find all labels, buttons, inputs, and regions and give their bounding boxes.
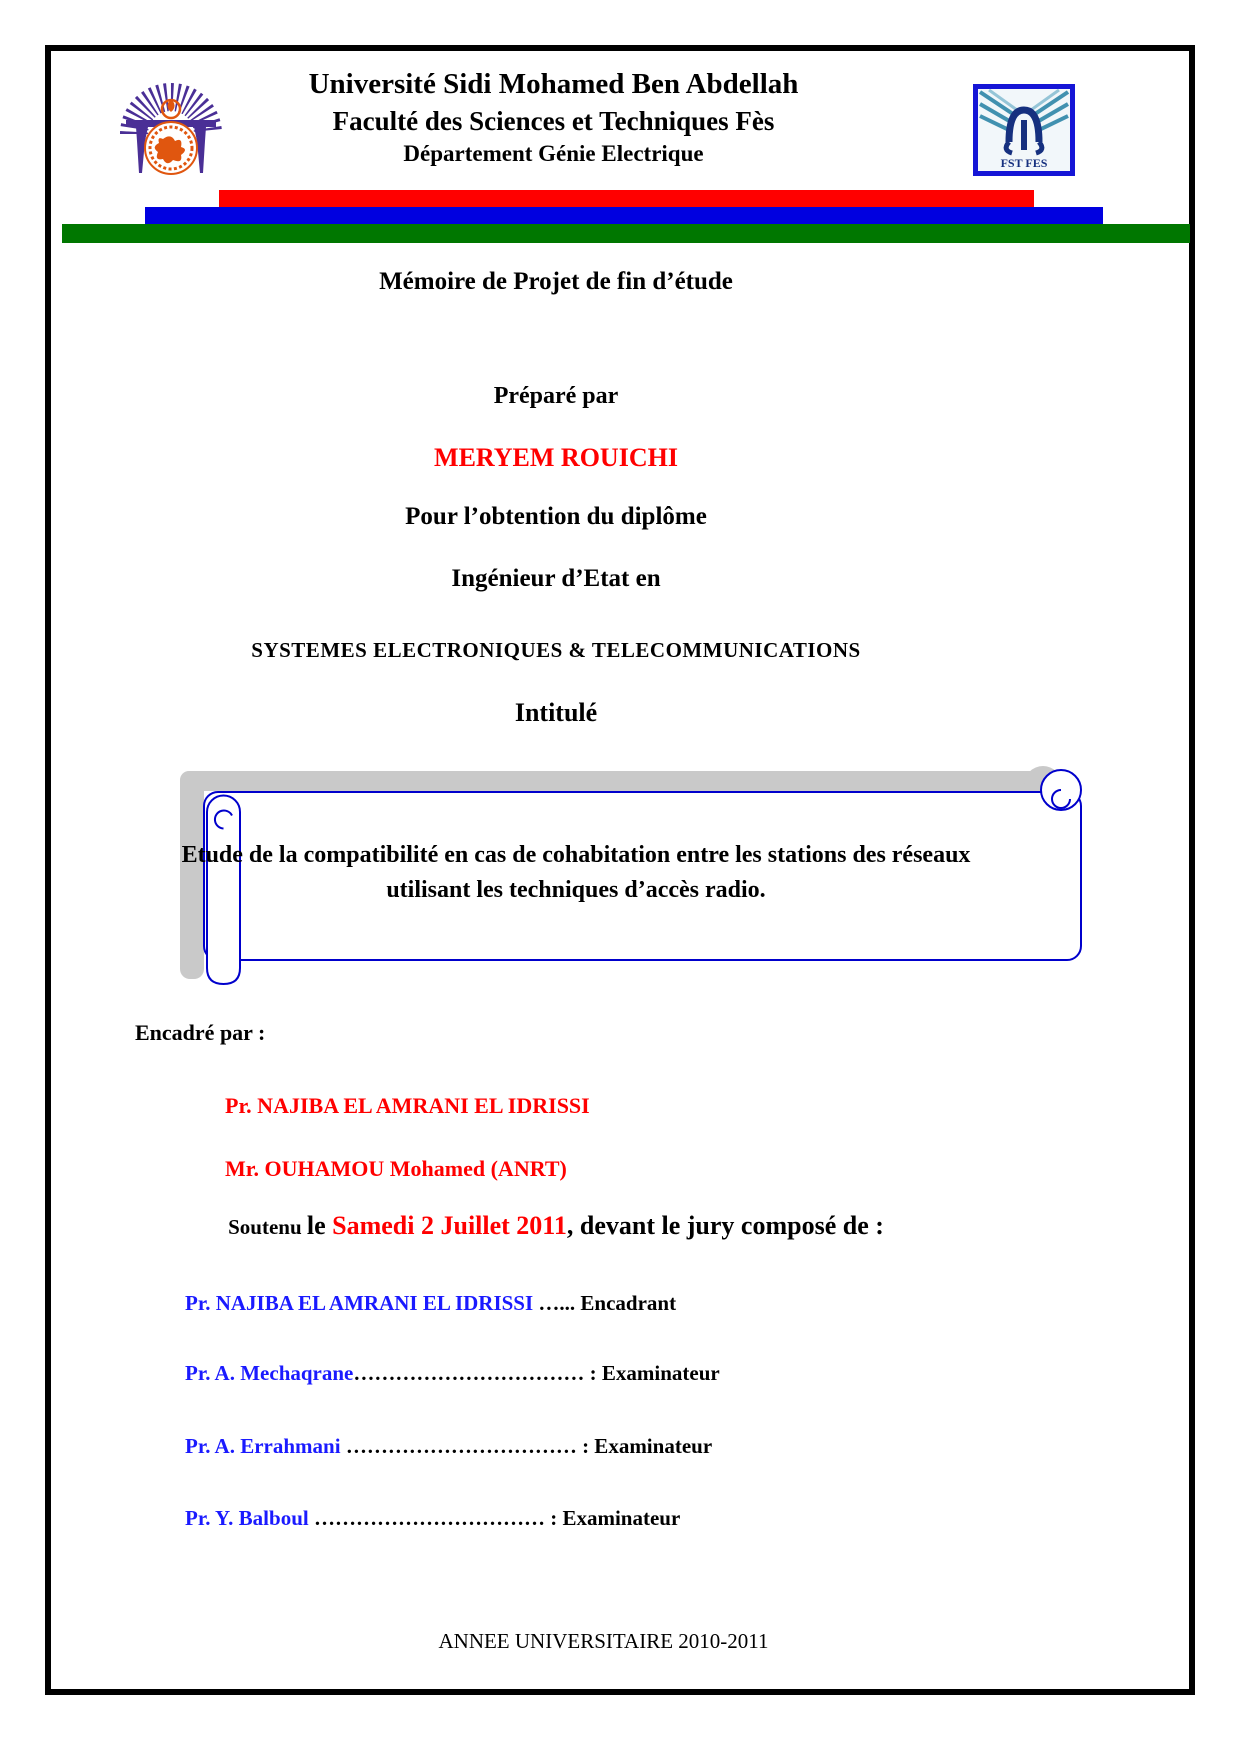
jury-dots: …... <box>533 1291 581 1315</box>
defense-date: Samedi 2 Juillet 2011 <box>332 1211 567 1240</box>
jury-row <box>185 1291 676 1316</box>
jury-member-name: Pr. NAJIBA EL AMRANI EL IDRISSI <box>185 1291 534 1315</box>
jury-dots: …………………………… <box>345 1434 577 1458</box>
prepared-by-label: Préparé par <box>493 383 619 409</box>
jury-member-name: Pr. Y. Balboul <box>185 1506 314 1530</box>
jury-member-role: : Examinateur <box>576 1434 713 1458</box>
supervisor-name: Pr. NAJIBA EL AMRANI EL IDRISSI <box>225 1093 590 1118</box>
jury-row <box>185 1361 720 1386</box>
department-name: Département Génie Electrique <box>403 141 704 166</box>
fst-fes-logo-icon <box>973 84 1075 176</box>
thesis-title: Etude de la compatibilité en cas de cohabitation entre les stations des réseaux utilisant les techniques d’accès radio. <box>181 842 971 903</box>
jury-member-role: : Examinateur <box>584 1361 720 1385</box>
defense-suffix: , devant le jury composé de : <box>566 1211 884 1240</box>
supervised-by-label: Encadré par : <box>135 1020 266 1045</box>
jury-dots: …………………………… <box>313 1506 545 1530</box>
jury-member-role: Encadrant <box>580 1291 677 1315</box>
academic-year: ANNEE UNIVERSITAIRE 2010-2011 <box>438 1629 769 1653</box>
supervisor-name: Mr. OUHAMOU Mohamed (ANRT) <box>225 1156 567 1181</box>
defense-le: le <box>306 1211 333 1240</box>
title-label: Intitulé <box>514 698 598 727</box>
document-type-title: Mémoire de Projet de fin d’étude <box>379 268 733 295</box>
university-name: Université Sidi Mohamed Ben Abdellah <box>308 68 799 100</box>
defense-prefix: Soutenu <box>228 1215 307 1239</box>
jury-row <box>185 1506 680 1531</box>
separator-bar-green <box>62 224 1190 243</box>
jury-member-name: Pr. A. Errahmani <box>185 1434 346 1458</box>
fst-fes-logo-label: FST FES <box>1000 156 1048 170</box>
specialty-line: SYSTEMES ELECTRONIQUES & TELECOMMUNICATIONS <box>251 638 861 662</box>
institution-header <box>51 65 1056 169</box>
jury-member-role: : Examinateur <box>544 1506 681 1530</box>
page-border-frame <box>45 45 1195 1695</box>
author-name: MERYEM ROUICHI <box>434 443 678 472</box>
defense-line <box>51 1211 1061 1241</box>
degree-line: Ingénieur d’Etat en <box>451 565 661 592</box>
jury-row <box>185 1434 712 1459</box>
faculty-name: Faculté des Sciences et Techniques Fès <box>332 106 775 136</box>
jury-dots: …………………………… <box>353 1361 585 1385</box>
jury-member-name: Pr. A. Mechaqrane <box>185 1361 354 1385</box>
diploma-purpose-line: Pour l’obtention du diplôme <box>405 503 707 530</box>
